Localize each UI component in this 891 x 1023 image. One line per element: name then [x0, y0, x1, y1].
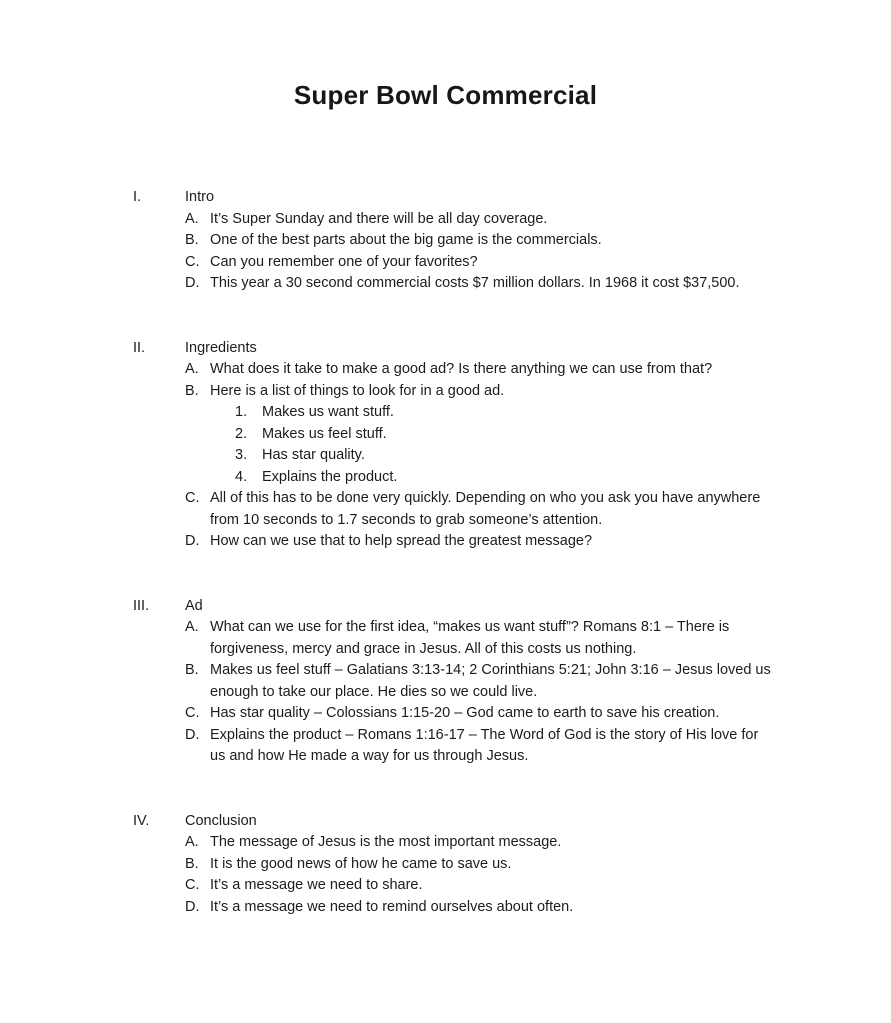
item-label: D.	[185, 533, 200, 549]
item-text: It is the good news of how he came to save us.	[210, 855, 512, 872]
item-text: Here is a list of things to look for in a good ad.	[210, 382, 505, 399]
section-content	[185, 596, 801, 768]
subitem-label: 2.	[235, 425, 248, 442]
outline-item	[185, 230, 801, 252]
item-text: It’s Super Sunday and there will be all day coverage.	[210, 210, 548, 227]
section-heading: Ingredients	[185, 339, 257, 356]
item-text: What can we use for the first idea, “makes us want stuff”? Romans 8:1 – There is forgiveness, mercy and grace in Jesus. All of this costs us nothing.	[210, 619, 730, 657]
subitem-text: Makes us feel stuff.	[262, 425, 387, 442]
item-label: D.	[185, 275, 200, 291]
outline-item	[185, 725, 801, 768]
outline-subitem	[235, 424, 801, 446]
section-heading: Conclusion	[185, 812, 257, 829]
item-label: B.	[185, 855, 199, 872]
item-label: B.	[185, 662, 199, 678]
outline-subitem	[235, 402, 801, 424]
item-label: D.	[185, 898, 200, 915]
outline-item	[185, 875, 801, 897]
item-label: D.	[185, 726, 200, 743]
section-heading: Intro	[185, 189, 215, 205]
outline-item	[185, 488, 801, 531]
outline-item	[185, 531, 801, 553]
section-ingredients	[133, 338, 801, 553]
outline-item	[185, 832, 801, 854]
section-intro	[133, 187, 801, 295]
outline-item	[185, 854, 801, 876]
item-text: What does it take to make a good ad? Is there anything we can use from that?	[210, 361, 713, 377]
outline-item	[185, 660, 801, 703]
outline-item	[185, 381, 801, 403]
subitem-text: Makes us want stuff.	[262, 404, 394, 420]
outline-item	[185, 209, 801, 231]
item-text: It’s a message we need to remind ourselves about often.	[210, 898, 574, 915]
item-text: The message of Jesus is the most important message.	[210, 834, 562, 850]
item-label: A.	[185, 361, 199, 377]
item-label: B.	[185, 382, 199, 399]
item-text: Makes us feel stuff – Galatians 3:13-14; 2 Corinthians 5:21; John 3:16 – Jesus loved us enough to take our place. He dies so we could live.	[210, 662, 771, 700]
subitem-label: 1.	[235, 404, 248, 420]
item-label: A.	[185, 210, 199, 227]
item-text: This year a 30 second commercial costs $7 million dollars. In 1968 it cost $37,500.	[210, 275, 740, 291]
section-content	[185, 187, 801, 295]
item-text: All of this has to be done very quickly. Depending on who you ask you have anywhere from 10 seconds to 1.7 seconds to grab someone’s attention.	[210, 490, 761, 528]
outline-subitem	[235, 467, 801, 489]
item-label: A.	[185, 834, 199, 850]
item-text: How can we use that to help spread the greatest message?	[210, 533, 593, 549]
subitem-label: 4.	[235, 468, 248, 485]
item-text: Explains the product – Romans 1:16-17 – The Word of God is the story of His love for us and how He made a way for us through Jesus.	[210, 726, 759, 764]
outline-item	[185, 703, 801, 725]
item-label: A.	[185, 619, 199, 635]
item-text: Can you remember one of your favorites?	[210, 253, 478, 270]
item-label: B.	[185, 232, 199, 248]
outline	[133, 187, 801, 918]
outline-item	[185, 273, 801, 295]
section-numeral: I.	[133, 189, 142, 205]
item-label: C.	[185, 705, 200, 721]
item-label: C.	[185, 490, 200, 506]
section-numeral: III.	[133, 597, 150, 614]
section-content	[185, 338, 801, 553]
subitem-text: Explains the product.	[262, 468, 398, 485]
subitem-label: 3.	[235, 447, 248, 463]
outline-item	[185, 617, 801, 660]
section-conclusion	[133, 811, 801, 919]
item-text: One of the best parts about the big game is the commercials.	[210, 232, 602, 248]
section-heading: Ad	[185, 597, 203, 614]
item-label: C.	[185, 253, 200, 270]
outline-subitem	[235, 445, 801, 467]
subitem-text: Has star quality.	[262, 447, 365, 463]
document-title: Super Bowl Commercial	[293, 80, 598, 110]
item-text: Has star quality – Colossians 1:15-20 – God came to earth to save his creation.	[210, 705, 720, 721]
section-numeral: II.	[133, 339, 146, 356]
item-text: It’s a message we need to share.	[210, 877, 423, 893]
section-numeral: IV.	[133, 812, 150, 829]
outline-item	[185, 252, 801, 274]
outline-item	[185, 897, 801, 919]
outline-item	[185, 359, 801, 381]
item-label: C.	[185, 877, 200, 893]
section-ad	[133, 596, 801, 768]
section-content	[185, 811, 801, 919]
